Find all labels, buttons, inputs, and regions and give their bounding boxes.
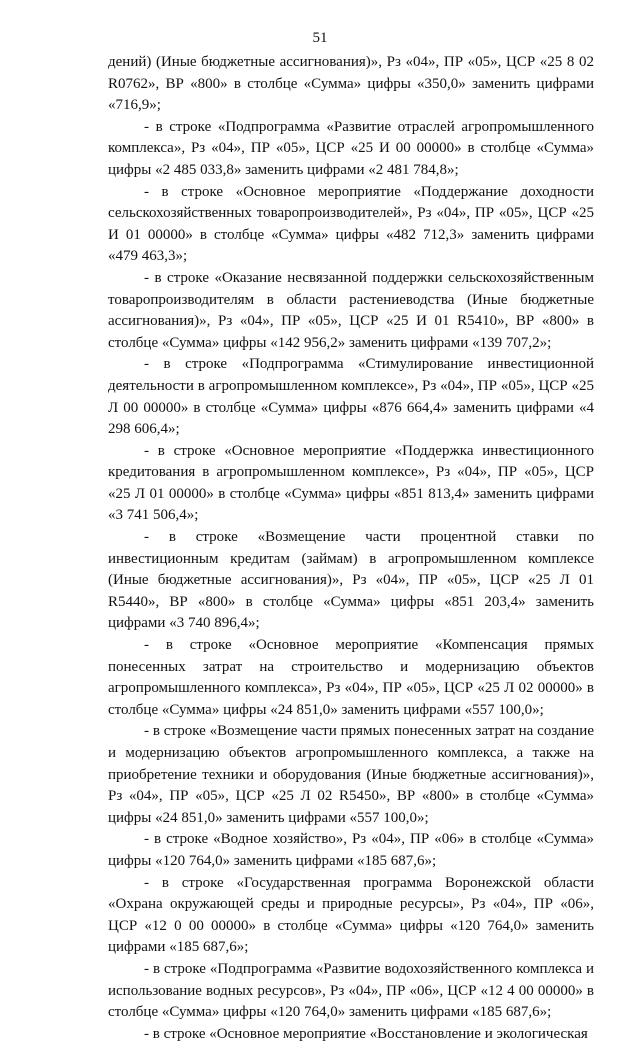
amendment-item: - в строке «Возмещение части процентной ставки по инвестиционным кредитам (займам) в агропромышленном комплексе (Иные бюджетные ассигнования)», Рз «04», ПР «05», ЦСР «25 Л 01 R5440», ВР «800» в столбце «Сумма» цифры «851 203,4» заменить цифрами «3 740 896,4»;: [108, 529, 594, 632]
amendment-item: - в строке «Государственная программа Воронежской области «Охрана окружающей среды и природные ресурсы», Рз «04», ПР «06», ЦСР «12 0 00 00000» в столбце «Сумма» цифры «120 764,0» заменить цифрами «185 687,6»;: [108, 874, 594, 956]
document-body: [108, 52, 594, 1045]
amendment-item: - в строке «Основное мероприятие «Компенсация прямых понесенных затрат на строительство и модернизацию объектов агропромышленного комплекса», Рз «04», ПР «05», ЦСР «25 Л 02 00000» в столбце «Сумма» цифры «24 851,0» заменить цифрами «557 100,0»;: [108, 637, 594, 718]
amendment-item: - в строке «Подпрограмма «Развитие отраслей агропромышленного комплекса», Рз «04», ПР «05», ЦСР «25 И 00 00000» в столбце «Сумма» цифры «2 485 033,8» заменить цифрами «2 481 784,8»;: [108, 118, 594, 178]
amendment-item: - в строке «Водное хозяйство», Рз «04», ПР «06» в столбце «Сумма» цифры «120 764,0» заменить цифрами «185 687,6»;: [108, 831, 594, 869]
amendment-item: - в строке «Основное мероприятие «Поддержка инвестиционного кредитования в агропромышленном комплексе», Рз «04», ПР «05», ЦСР «25 Л 01 00000» в столбце «Сумма» цифры «851 813,4» заменить цифрами «3 741 506,4»;: [108, 442, 594, 524]
amendment-item: - в строке «Подпрограмма «Развитие водохозяйственного комплекса и использование водных ресурсов», Рз «04», ПР «06», ЦСР «12 4 00 00000» в столбце «Сумма» цифры «120 764,0» заменить цифрами «185 687,6»;: [108, 960, 594, 1021]
amendment-item: - в строке «Возмещение части прямых понесенных затрат на создание и модернизацию объектов агропромышленного комплекса, а также на приобретение техники и оборудования (Иные бюджетные ассигнования)», Рз «04», ПР «05», ЦСР «25 Л 02 R5450», ВР «800» в столбце «Сумма» цифры «24 851,0» заменить цифрами «557 100,0»;: [108, 723, 594, 826]
page-number: 51: [312, 30, 328, 46]
amendment-item: - в строке «Оказание несвязанной поддержки сельскохозяйственным товаропроизводителям в области растениеводства (Иные бюджетные ассигнования)», Рз «04», ПР «05», ЦСР «25 И 01 R5410», ВР «800» в столбце «Сумма» цифры «142 956,2» заменить цифрами «139 707,2»;: [108, 269, 594, 351]
amendment-item: - в строке «Подпрограмма «Стимулирование инвестиционной деятельности в агропромышленном комплексе», Рз «04», ПР «05», ЦСР «25 Л 00 00000» в столбце «Сумма» цифры «876 664,4» заменить цифрами «4 298 606,4»;: [108, 356, 594, 438]
amendment-item-truncated: - в строке «Основное мероприятие «Восстановление и экологическая: [144, 1025, 588, 1042]
amendment-item: - в строке «Основное мероприятие «Поддержание доходности сельскохозяйственных товаропроизводителей», Рз «04», ПР «05», ЦСР «25 И 01 00000» в столбце «Сумма» цифры «482 712,3» заменить цифрами «479 463,3»;: [108, 183, 594, 265]
paragraph-continuation: дений) (Иные бюджетные ассигнования)», Рз «04», ПР «05», ЦСР «25 8 02 R0762», ВР «800» в столбце «Сумма» цифры «350,0» заменить цифрами «716,9»;: [108, 54, 594, 114]
